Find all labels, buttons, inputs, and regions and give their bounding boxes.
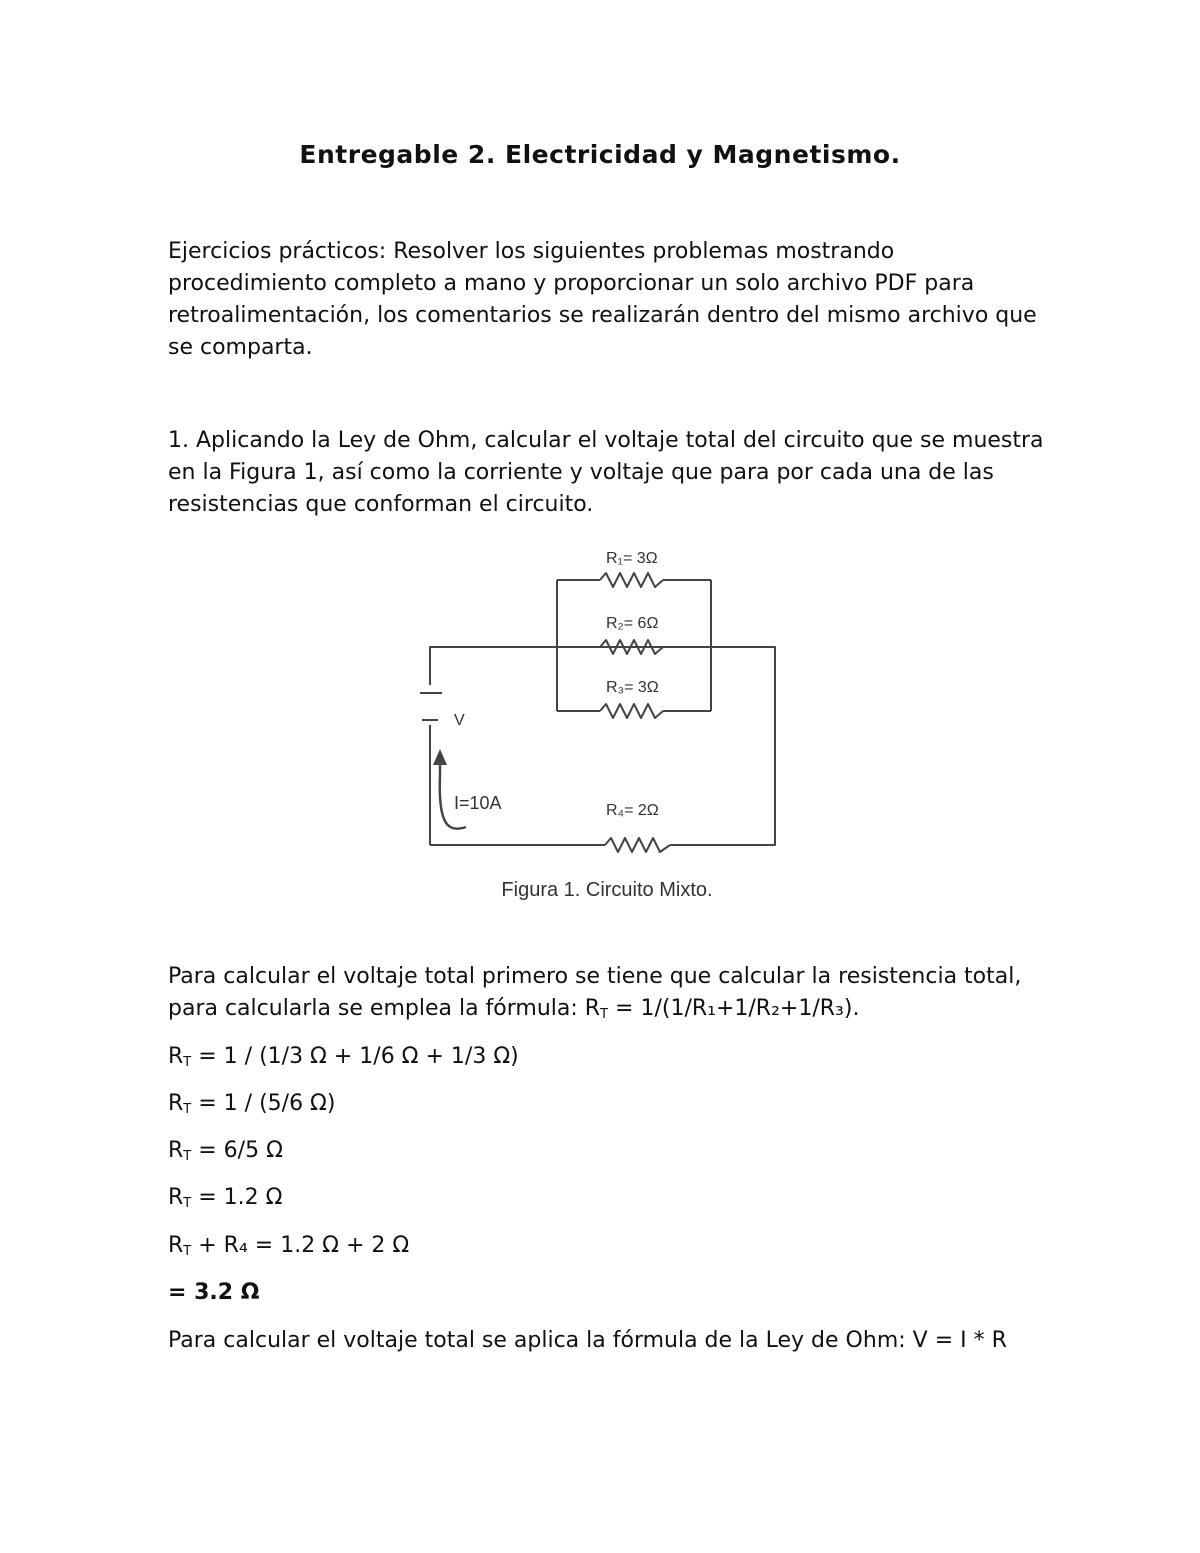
- step-3-text: = 6/5 Ω: [198, 1138, 283, 1163]
- r4-resistor: [605, 838, 670, 852]
- step-3: [168, 1136, 283, 1172]
- step-1: [168, 1042, 519, 1078]
- circuit-figure: [420, 535, 790, 865]
- rt-subscript: T: [183, 1244, 192, 1259]
- outer-wire: [430, 647, 775, 845]
- r3-resistor: [600, 704, 663, 718]
- voltage-label: V: [454, 712, 465, 729]
- calc-intro-text: Para calcular el voltaje total primero se tiene que calcular la resistencia total, para calcularla se emplea la fórmula: R: [168, 964, 1022, 1021]
- rt-subscript: T: [183, 1102, 192, 1117]
- r3-label: R₃= 3Ω: [606, 679, 659, 696]
- current-arrowhead: [433, 749, 447, 765]
- step-1-text: = 1 / (1/3 Ω + 1/6 Ω + 1/3 Ω): [198, 1044, 519, 1069]
- step-5-text: + R₄ = 1.2 Ω + 2 Ω: [198, 1233, 410, 1258]
- step-2: [168, 1089, 335, 1125]
- step-5: [168, 1231, 409, 1267]
- ohm-law-paragraph: Para calcular el voltaje total se aplica la fórmula de la Ley de Ohm: V = I * R: [168, 1328, 1007, 1353]
- r4-label: R₄= 2Ω: [606, 802, 659, 819]
- r1-resistor: [600, 573, 663, 587]
- rt-symbol: R: [168, 1138, 184, 1163]
- calc-intro-subscript: T: [600, 1007, 609, 1022]
- calc-intro-paragraph: [168, 961, 1048, 1031]
- rt-subscript: T: [183, 1055, 192, 1070]
- rt-subscript: T: [183, 1149, 192, 1164]
- step-4: [168, 1183, 282, 1219]
- step-2-text: = 1 / (5/6 Ω): [198, 1091, 336, 1116]
- rt-symbol: R: [168, 1233, 184, 1258]
- current-label: I=10A: [454, 793, 502, 813]
- r2-label: R₂= 6Ω: [606, 615, 659, 632]
- rt-symbol: R: [168, 1185, 184, 1210]
- rt-symbol: R: [168, 1091, 184, 1116]
- figure-caption: Figura 1. Circuito Mixto.: [501, 879, 713, 901]
- intro-paragraph: Ejercicios prácticos: Resolver los siguientes problemas mostrando procedimiento completo a mano y proporcionar un solo archivo PDF para retroalimentación, los comentarios se realizarán dentro del mismo archivo que se comparta.: [168, 239, 1037, 360]
- document-title: Entregable 2. Electricidad y Magnetismo.: [299, 140, 901, 169]
- step-4-text: = 1.2 Ω: [198, 1185, 283, 1210]
- exercise-1-paragraph: 1. Aplicando la Ley de Ohm, calcular el voltaje total del circuito que se muestra en la Figura 1, así como la corriente y voltaje que para por cada una de las resistencias que conforman el circuito.: [168, 428, 1044, 517]
- r1-label: R₁= 3Ω: [606, 550, 658, 567]
- calc-intro-formula: = 1/(1/R₁+1/R₂+1/R₃).: [615, 996, 860, 1021]
- result-line: = 3.2 Ω: [168, 1280, 260, 1305]
- rt-subscript: T: [183, 1196, 192, 1211]
- rt-symbol: R: [168, 1044, 184, 1069]
